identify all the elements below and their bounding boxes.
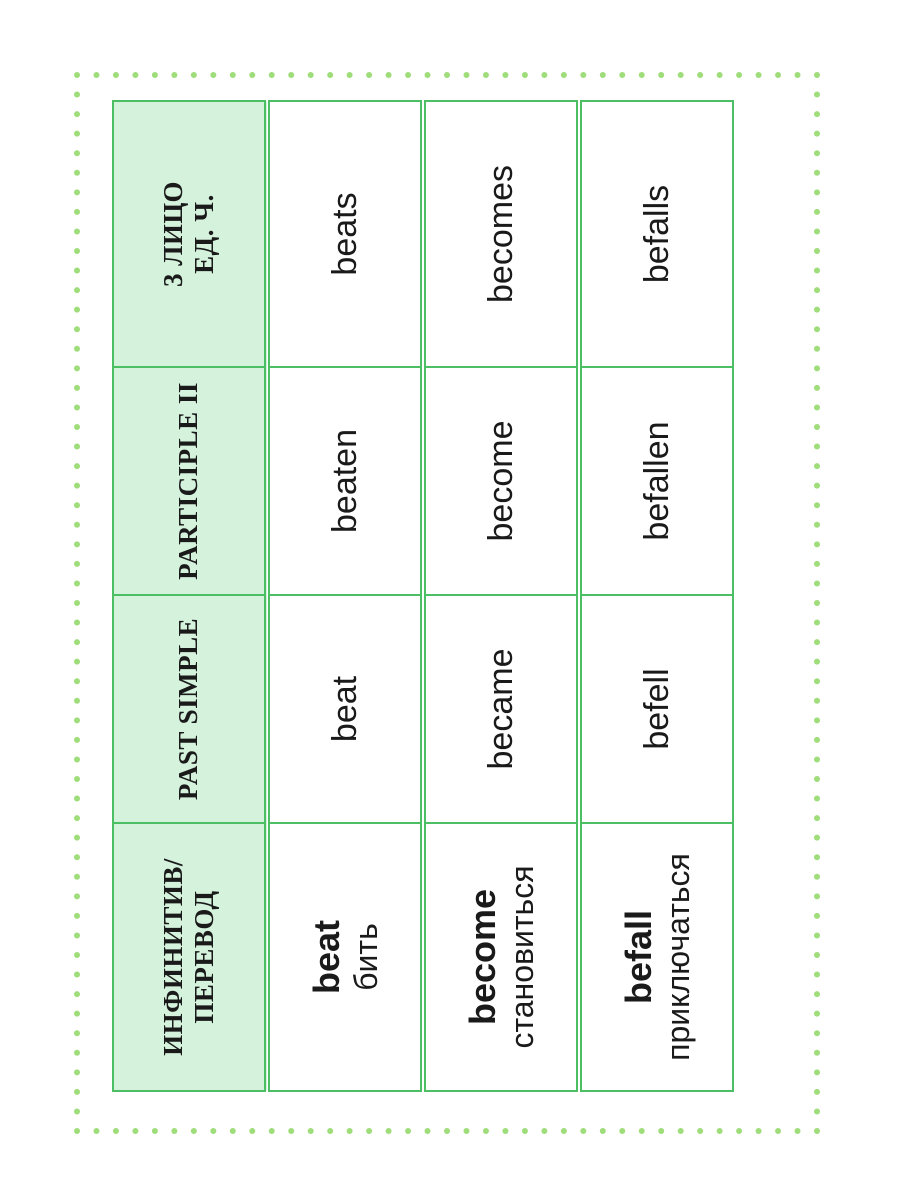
- frame-dot: [619, 72, 625, 78]
- frame-dot: [541, 72, 547, 78]
- frame-dot: [522, 1128, 528, 1134]
- frame-dot: [74, 209, 80, 215]
- frame-dot: [74, 1030, 80, 1036]
- frame-dot: [814, 1050, 820, 1056]
- frame-dot: [171, 1128, 177, 1134]
- header-infinitive: [113, 823, 267, 1091]
- frame-dot: [814, 522, 820, 528]
- frame-dot: [74, 835, 80, 841]
- table-row: [579, 101, 733, 1091]
- cell-third-person: befalls: [579, 101, 733, 367]
- frame-dot: [152, 1128, 158, 1134]
- frame-dot: [152, 72, 158, 78]
- frame-dot: [269, 1128, 275, 1134]
- frame-dot: [366, 1128, 372, 1134]
- table-row: [423, 101, 579, 1091]
- cell-infinitive: [267, 823, 423, 1091]
- frame-dot: [444, 72, 450, 78]
- frame-dot: [814, 893, 820, 899]
- frame-dot: [74, 1089, 80, 1095]
- frame-dot: [347, 72, 353, 78]
- frame-dot: [814, 972, 820, 978]
- infinitive-translation: становиться: [503, 865, 540, 1049]
- frame-dot: [522, 72, 528, 78]
- frame-dot: [74, 561, 80, 567]
- cell-past-simple: became: [423, 595, 579, 823]
- frame-dot: [814, 424, 820, 430]
- frame-dot: [814, 678, 820, 684]
- frame-dot: [658, 72, 664, 78]
- frame-dot: [619, 1128, 625, 1134]
- frame-dot: [814, 620, 820, 626]
- cell-participle: befallen: [579, 367, 733, 595]
- frame-dot: [210, 1128, 216, 1134]
- frame-dot: [814, 385, 820, 391]
- frame-dot: [463, 72, 469, 78]
- frame-dot: [814, 932, 820, 938]
- frame-dot: [74, 326, 80, 332]
- frame-dot: [230, 72, 236, 78]
- frame-dot: [74, 913, 80, 919]
- frame-dot: [814, 717, 820, 723]
- infinitive-translation: бить: [347, 923, 384, 991]
- frame-dot: [74, 678, 80, 684]
- frame-dot: [74, 228, 80, 234]
- frame-dot: [600, 72, 606, 78]
- frame-dot: [74, 620, 80, 626]
- frame-dot: [775, 72, 781, 78]
- frame-dot: [639, 1128, 645, 1134]
- frame-dot: [814, 580, 820, 586]
- frame-dot: [697, 1128, 703, 1134]
- frame-dot: [541, 1128, 547, 1134]
- frame-dot: [814, 92, 820, 98]
- frame-dot: [249, 1128, 255, 1134]
- frame-dot: [74, 600, 80, 606]
- frame-dot: [425, 72, 431, 78]
- frame-dot: [132, 72, 138, 78]
- frame-dot: [347, 1128, 353, 1134]
- frame-dot: [74, 659, 80, 665]
- frame-dot: [717, 1128, 723, 1134]
- header-participle: PARTICIPLE II: [113, 367, 267, 595]
- frame-dot: [814, 1069, 820, 1075]
- frame-dot: [736, 72, 742, 78]
- frame-dot: [74, 483, 80, 489]
- cell-past-simple: befell: [579, 595, 733, 823]
- frame-dot: [113, 1128, 119, 1134]
- frame-dot: [74, 1128, 80, 1134]
- frame-dot: [425, 1128, 431, 1134]
- frame-dot: [308, 72, 314, 78]
- frame-dot: [814, 150, 820, 156]
- frame-dot: [74, 307, 80, 313]
- frame-dot: [814, 307, 820, 313]
- frame-dot: [93, 72, 99, 78]
- frame-dot: [327, 1128, 333, 1134]
- frame-dot: [74, 815, 80, 821]
- table-header-row: [113, 101, 267, 1091]
- cell-past-simple: beat: [267, 595, 423, 823]
- frame-dot: [502, 1128, 508, 1134]
- frame-dot: [814, 854, 820, 860]
- frame-dot: [736, 1128, 742, 1134]
- cell-third-person: beats: [267, 101, 423, 367]
- frame-dot: [814, 913, 820, 919]
- frame-dot: [580, 72, 586, 78]
- frame-dot: [814, 444, 820, 450]
- frame-dot: [288, 1128, 294, 1134]
- frame-dot: [814, 815, 820, 821]
- frame-dot: [775, 1128, 781, 1134]
- frame-dot: [249, 72, 255, 78]
- frame-dot: [463, 1128, 469, 1134]
- frame-dot: [814, 248, 820, 254]
- frame-dot: [814, 209, 820, 215]
- header-past-simple: PAST SIMPLE: [113, 595, 267, 823]
- frame-dot: [814, 346, 820, 352]
- frame-dot: [74, 972, 80, 978]
- infinitive-word: befall: [617, 909, 659, 1005]
- frame-dot: [756, 1128, 762, 1134]
- frame-dot: [639, 72, 645, 78]
- frame-dot: [230, 1128, 236, 1134]
- frame-dot: [814, 1030, 820, 1036]
- frame-dot: [74, 854, 80, 860]
- frame-dot: [74, 131, 80, 137]
- frame-dot: [814, 639, 820, 645]
- frame-dot: [210, 72, 216, 78]
- frame-dot: [74, 874, 80, 880]
- frame-dot: [717, 72, 723, 78]
- frame-dot: [814, 404, 820, 410]
- header-infinitive-line1: ИНФИНИТИВ/: [157, 858, 188, 1056]
- frame-dot: [814, 131, 820, 137]
- frame-dot: [132, 1128, 138, 1134]
- frame-dot: [814, 561, 820, 567]
- infinitive-word: become: [461, 888, 503, 1026]
- frame-dot: [814, 737, 820, 743]
- frame-dot: [814, 287, 820, 293]
- frame-dot: [74, 580, 80, 586]
- frame-dot: [74, 346, 80, 352]
- frame-dot: [113, 72, 119, 78]
- frame-dot: [814, 756, 820, 762]
- frame-dot: [74, 1108, 80, 1114]
- frame-dot: [756, 72, 762, 78]
- frame-dot: [580, 1128, 586, 1134]
- frame-dot: [74, 111, 80, 117]
- frame-dot: [561, 1128, 567, 1134]
- frame-dot: [74, 932, 80, 938]
- frame-dot: [814, 365, 820, 371]
- frame-dot: [366, 72, 372, 78]
- frame-dot: [74, 698, 80, 704]
- frame-dot: [814, 541, 820, 547]
- frame-dot: [814, 228, 820, 234]
- frame-dot: [386, 1128, 392, 1134]
- frame-dot: [74, 639, 80, 645]
- frame-dot: [814, 796, 820, 802]
- frame-dot: [814, 835, 820, 841]
- cell-participle: become: [423, 367, 579, 595]
- frame-dot: [74, 365, 80, 371]
- frame-dot: [191, 72, 197, 78]
- frame-dot: [74, 991, 80, 997]
- frame-dot: [74, 170, 80, 176]
- frame-dot: [74, 444, 80, 450]
- frame-dot: [74, 72, 80, 78]
- frame-dot: [814, 170, 820, 176]
- frame-dot: [74, 424, 80, 430]
- frame-dot: [171, 72, 177, 78]
- frame-dot: [74, 287, 80, 293]
- frame-dot: [74, 1011, 80, 1017]
- frame-dot: [74, 541, 80, 547]
- frame-dot: [814, 1089, 820, 1095]
- frame-dot: [483, 1128, 489, 1134]
- frame-dot: [74, 150, 80, 156]
- frame-dot: [814, 502, 820, 508]
- frame-dot: [561, 72, 567, 78]
- frame-dot: [74, 1050, 80, 1056]
- frame-dot: [814, 991, 820, 997]
- frame-dot: [795, 1128, 801, 1134]
- frame-dot: [191, 1128, 197, 1134]
- frame-dot: [74, 404, 80, 410]
- frame-dot: [327, 72, 333, 78]
- infinitive-word: beat: [305, 919, 347, 995]
- frame-dot: [814, 1108, 820, 1114]
- cell-infinitive: [423, 823, 579, 1091]
- header-third-line1: 3 ЛИЦО: [157, 180, 188, 288]
- frame-dot: [814, 111, 820, 117]
- frame-dot: [308, 1128, 314, 1134]
- frame-dot: [814, 698, 820, 704]
- frame-dot: [814, 72, 820, 78]
- frame-dot: [814, 659, 820, 665]
- frame-dot: [814, 483, 820, 489]
- frame-dot: [269, 72, 275, 78]
- frame-dot: [74, 717, 80, 723]
- table-row: [267, 101, 423, 1091]
- cell-infinitive: [579, 823, 733, 1091]
- frame-dot: [74, 756, 80, 762]
- frame-dot: [814, 1128, 820, 1134]
- frame-dot: [697, 72, 703, 78]
- frame-dot: [600, 1128, 606, 1134]
- frame-dot: [658, 1128, 664, 1134]
- frame-dot: [74, 189, 80, 195]
- frame-dot: [814, 268, 820, 274]
- frame-dot: [74, 268, 80, 274]
- frame-dot: [405, 1128, 411, 1134]
- frame-dot: [93, 1128, 99, 1134]
- irregular-verbs-table: [112, 100, 734, 1092]
- frame-dot: [74, 737, 80, 743]
- frame-dot: [444, 1128, 450, 1134]
- frame-dot: [74, 522, 80, 528]
- frame-dot: [74, 92, 80, 98]
- frame-dot: [814, 1011, 820, 1017]
- frame-dot: [795, 72, 801, 78]
- frame-dot: [288, 72, 294, 78]
- frame-dot: [74, 385, 80, 391]
- frame-dot: [502, 72, 508, 78]
- cell-third-person: becomes: [423, 101, 579, 367]
- frame-dot: [814, 874, 820, 880]
- frame-dot: [74, 1069, 80, 1075]
- frame-dot: [814, 326, 820, 332]
- cell-participle: beaten: [267, 367, 423, 595]
- frame-dot: [74, 796, 80, 802]
- frame-dot: [814, 189, 820, 195]
- frame-dot: [678, 1128, 684, 1134]
- frame-dot: [74, 893, 80, 899]
- frame-dot: [814, 952, 820, 958]
- frame-dot: [74, 502, 80, 508]
- frame-dot: [386, 72, 392, 78]
- frame-dot: [405, 72, 411, 78]
- frame-dot: [483, 72, 489, 78]
- verb-card: [112, 102, 722, 1092]
- frame-dot: [74, 952, 80, 958]
- header-infinitive-line2: ПЕРЕВОД: [189, 890, 219, 1024]
- frame-dot: [74, 248, 80, 254]
- frame-dot: [814, 600, 820, 606]
- header-third-line2: ЕД. Ч.: [189, 194, 219, 274]
- frame-dot: [814, 776, 820, 782]
- frame-dot: [74, 463, 80, 469]
- rotated-table-container: [112, 102, 722, 1092]
- frame-dot: [814, 463, 820, 469]
- header-third-person: [113, 101, 267, 367]
- frame-dot: [678, 72, 684, 78]
- frame-dot: [74, 776, 80, 782]
- infinitive-translation: приключаться: [659, 853, 696, 1061]
